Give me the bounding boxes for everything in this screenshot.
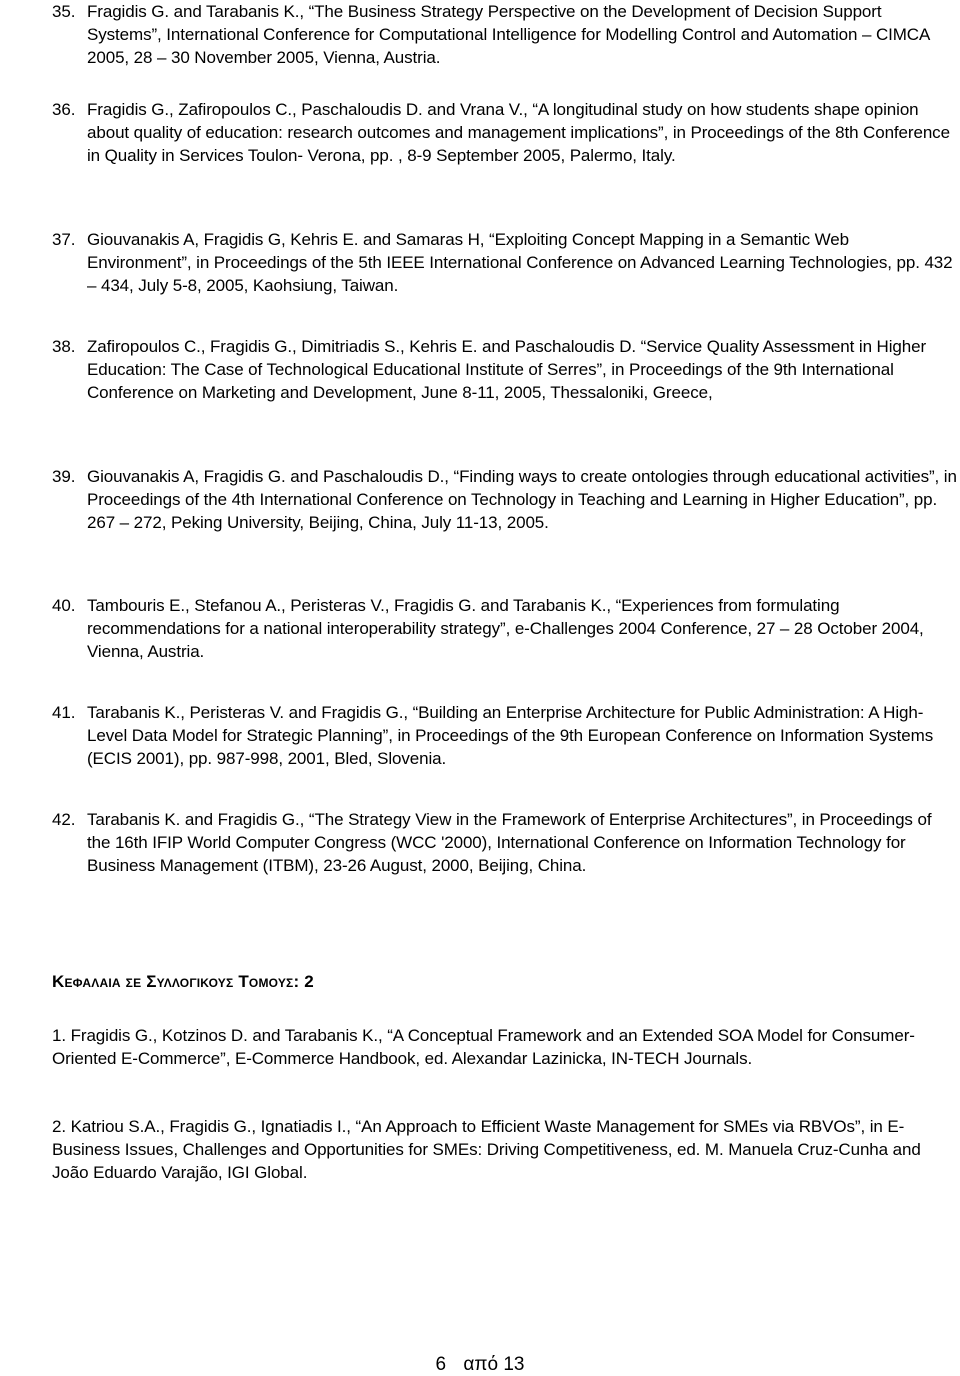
reference-text: Giouvanakis A, Fragidis G. and Paschaloudis D., “Finding ways to create ontologies through educational activities”, in Proceedings of the 4th International Conference on Technology in Teaching and Learning in Higher Education”, pp. 267 – 272, Peking University, Beijing, China, July 11-13, 2005. <box>87 467 957 532</box>
reference-text: Fragidis G., Zafiropoulos C., Paschaloudis D. and Vrana V., “A longitudinal study on how students shape opinion about quality of education: research outcomes and management implications”, in Proceedings of the 8th Conference in Quality in Services Toulon- Verona, pp. , 8-9 September 2005, Palermo, Italy. <box>87 100 950 165</box>
reference-text: Tarabanis K. and Fragidis G., “The Strategy View in the Framework of Enterprise Architectures”, in Proceedings of the 16th IFIP World Computer Congress (WCC '2000), International Conference on Information Technology for Business Management (ITBM), 23-26 August, 2000, Beijing, China. <box>87 810 932 875</box>
chapter-1: 1. Fragidis G., Kotzinos D. and Tarabanis K., “A Conceptual Framework and an Extended SOA Model for Consumer-Oriented E-Commerce”, E-Commerce Handbook, ed. Alexandar Lazinicka, IN-TECH Journals. <box>52 1026 915 1068</box>
page-number: 6 <box>435 1354 447 1375</box>
reference-36 <box>52 98 958 167</box>
page-total: από 13 <box>463 1354 525 1375</box>
reference-number: 42. <box>52 810 76 829</box>
reference-number: 41. <box>52 703 76 722</box>
section-heading: Κεφαλαια σε Συλλογικους Τομους: 2 <box>52 972 314 991</box>
page-footer <box>0 1354 960 1376</box>
reference-40 <box>52 594 958 663</box>
reference-text: Zafiropoulos C., Fragidis G., Dimitriadis S., Kehris E. and Paschaloudis D. “Service Quality Assessment in Higher Education: The Case of Technological Educational Institute of Serres”, in Proceedings of the 9th International Conference on Marketing and Development, June 8-11, 2005, Thessaloniki, Greece, <box>87 337 927 402</box>
reference-number: 39. <box>52 467 76 486</box>
reference-35 <box>52 0 958 69</box>
reference-number: 38. <box>52 337 76 356</box>
reference-37 <box>52 228 958 297</box>
reference-number: 35. <box>52 2 76 21</box>
reference-39 <box>52 465 958 534</box>
reference-number: 37. <box>52 230 76 249</box>
reference-text: Tambouris E., Stefanou A., Peristeras V., Fragidis G. and Tarabanis K., “Experiences from formulating recommendations for a national interoperability strategy”, e-Challenges 2004 Conference, 27 – 28 October 2004, Vienna, Austria. <box>87 596 924 661</box>
reference-38 <box>52 335 958 404</box>
chapter-2: 2. Katriou S.A., Fragidis G., Ignatiadis I., “An Approach to Efficient Waste Management for SMEs via RBVOs”, in E-Business Issues, Challenges and Opportunities for SMEs: Driving Competitiveness, ed. M. Manuela Cruz-Cunha and João Eduardo Varajão, IGI Global. <box>52 1117 921 1182</box>
reference-42 <box>52 808 958 877</box>
reference-text: Giouvanakis A, Fragidis G, Kehris E. and Samaras H, “Exploiting Concept Mapping in a Semantic Web Environment”, in Proceedings of the 5th IEEE International Conference on Advanced Learning Technologies, pp. 432 – 434, July 5-8, 2005, Kaohsiung, Taiwan. <box>87 230 953 295</box>
reference-number: 40. <box>52 596 76 615</box>
reference-41 <box>52 701 958 770</box>
reference-number: 36. <box>52 100 76 119</box>
reference-text: Tarabanis K., Peristeras V. and Fragidis G., “Building an Enterprise Architecture for Public Administration: A High-Level Data Model for Strategic Planning”, in Proceedings of the 9th European Conference on Information Systems (ECIS 2001), pp. 987-998, 2001, Bled, Slovenia. <box>87 703 934 768</box>
reference-text: Fragidis G. and Tarabanis K., “The Business Strategy Perspective on the Development of Decision Support Systems”, International Conference for Computational Intelligence for Modelling Control and Automation – CIMCA 2005, 28 – 30 November 2005, Vienna, Austria. <box>87 2 930 67</box>
